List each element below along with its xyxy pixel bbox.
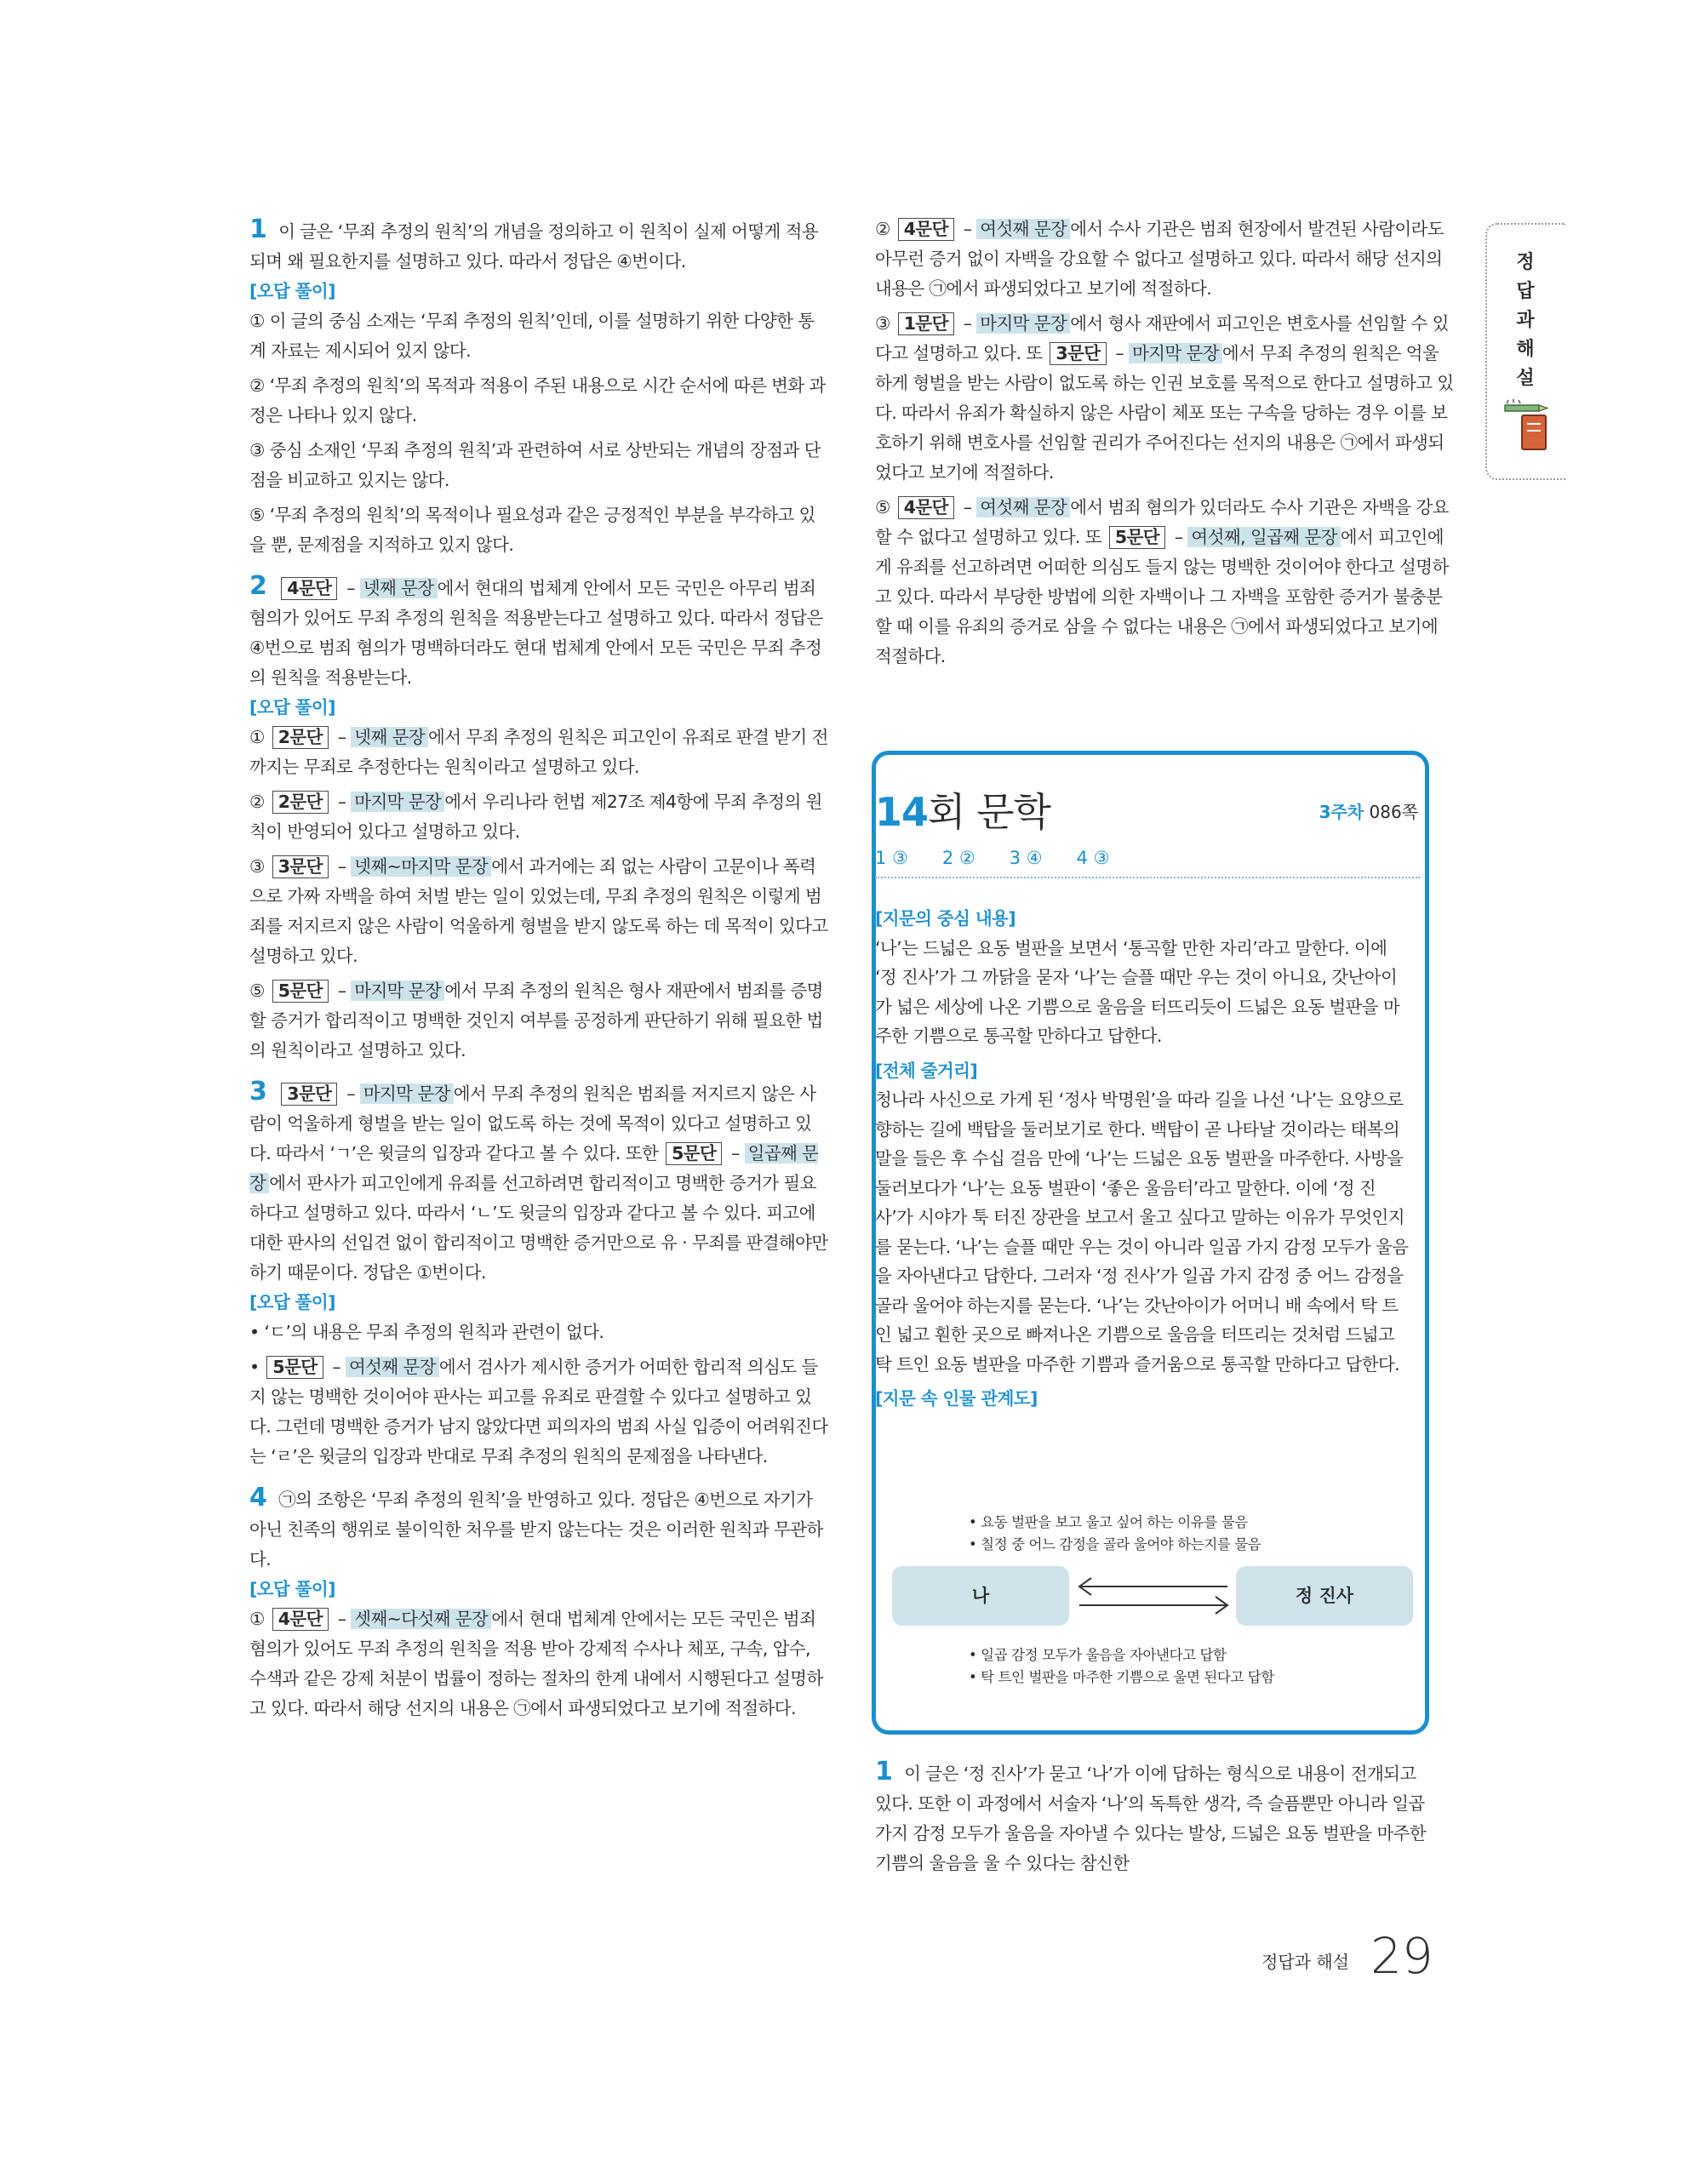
text-run: –: [332, 856, 352, 877]
text-run: 이 글은 ‘무죄 추정의 원칙’의 개념을 정의하고 이 원칙이 실제 어떻게 적용되며 왜 필요한지를 설명하고 있다. 따라서 정답은 ④번이다.: [249, 221, 819, 272]
lesson-subject: 회 문학: [928, 789, 1050, 835]
text-run: ⑤: [875, 497, 895, 517]
sentence-highlight: 일곱째 문장: [249, 1143, 819, 1193]
text-run: 에서 무죄 추정의 원칙은 범죄를 저지르지 않은 사람이 억울하게 형벌을 받는 일이 없도록 하는 것에 목적이 있다고 설명하고 있다. 따라서 ‘ㄱ’은 윗글의 입장과 같다고 볼 수 있다. 또한: [249, 1083, 816, 1163]
text-run: ②: [249, 792, 270, 812]
sentence-highlight: 여섯째 문장: [346, 1357, 439, 1377]
text-run: –: [958, 497, 977, 517]
text-run: 에서 우리나라 헌법 제27조 제4항에 무죄 추정의 원칙이 반영되어 있다고 설명하고 있다.: [249, 792, 822, 842]
section-heading: [오답 풀이]: [249, 1292, 335, 1312]
character-node-na: 나: [892, 1566, 1069, 1626]
question-number: 2: [249, 571, 267, 601]
text-run: 에서 무죄 추정의 원칙은 형사 재판에서 범죄를 증명할 증거가 합리적이고 명백한 것인지 여부를 공정하게 판단하기 위해 필요한 법의 원칙이라고 설명하고 있다.: [249, 981, 823, 1061]
text-run: ㉠의 조항은 ‘무죄 추정의 원칙’을 반영하고 있다. 정답은 ④번으로 자기가 아닌 친족의 행위로 불이익한 처우를 받지 않는다는 것은 이러한 원칙과 무관하다.: [249, 1489, 823, 1569]
section-heading: [전체 줄거리]: [875, 1060, 978, 1081]
section-heading: [오답 풀이]: [249, 281, 335, 301]
text-run: 에서 검사가 제시한 증거가 어떠한 합리적 의심도 들지 않는 명백한 것이어야 판사는 피고를 유죄로 판결할 수 있다고 설명하고 있다. 그런데 명백한 증거가 남지 않았다면 피의자의 범죄 사실 입증이 어려워진다는 ‘ㄹ’은 윗글의 입장과 반대로 무죄 추정의 원칙의 문제점을 나타낸다.: [249, 1357, 828, 1466]
paragraph: [249, 436, 828, 495]
text-run: ③: [249, 856, 270, 877]
paragraph: [249, 500, 828, 560]
paragraph-tag: 2문단: [272, 726, 329, 749]
paragraph-tag: 5문단: [1109, 526, 1165, 549]
text-run: –: [341, 578, 360, 598]
text-run: 에서 수사 기관은 범죄 현장에서 발견된 사람이라도 아무런 증거 없이 자백을 강요할 수 없다고 설명하고 있다. 따라서 해당 선지의 내용은 ㉠에서 파생되었다고 보기에 적절하다.: [875, 219, 1444, 299]
paragraph: [249, 852, 828, 971]
text-run: ③: [875, 313, 895, 334]
paragraph: [249, 723, 828, 782]
text-run: ⑤: [249, 981, 270, 1001]
lesson-body: [875, 904, 1411, 1414]
relation-note: • 일곱 감정 모두가 울음을 자아낸다고 답함: [969, 1647, 1227, 1663]
text-run: 에서 현대의 법체계 안에서 모든 국민은 아무리 범죄 혐의가 있어도 무죄 추정의 원칙을 적용받는다고 설명하고 있다. 따라서 정답은 ④번으로 범죄 혐의가 명백하더라도 현대 법체계 안에서 모든 국민은 무죄 추정의 원칙을 적용받는다.: [249, 578, 823, 688]
relation-question-notes: [969, 1512, 1261, 1556]
answer-item: 4 ③: [1076, 848, 1110, 868]
paragraph: [249, 371, 828, 431]
sentence-highlight: 여섯째, 일곱째 문장: [1187, 527, 1340, 547]
relation-answer-notes: [969, 1644, 1274, 1689]
question-explanation: [249, 214, 828, 277]
paragraph: [249, 1604, 828, 1724]
text-run: •: [249, 1357, 265, 1377]
answer-item: 2 ②: [941, 848, 975, 868]
section-heading: [지문의 중심 내용]: [875, 908, 1016, 929]
paragraph-tag: 3문단: [281, 1083, 337, 1106]
paragraph-tag: 2문단: [272, 791, 329, 814]
paragraph-tag: 4문단: [898, 496, 954, 519]
paragraph-tag: 3문단: [1050, 342, 1106, 365]
lesson-title: [875, 781, 1050, 838]
paragraph: [249, 1352, 828, 1472]
paragraph-tag: 4문단: [281, 577, 337, 600]
summary-text: ‘나’는 드넓은 요동 벌판을 보면서 ‘통곡할 만한 자리’라고 말한다. 이에 ‘정 진사’가 그 까닭을 묻자 ‘나’는 슬플 때만 우는 것이 아니요, 갓난아이가 넓은 세상에 나온 기쁨으로 울음을 터뜨리듯이 드넓은 요동 벌판을 마주한 기쁨으로 통곡할 만하다고 답한다.: [875, 937, 1400, 1046]
sentence-highlight: 마지막 문장: [360, 1083, 454, 1104]
paragraph: [249, 1318, 828, 1347]
answer-item: 3 ④: [1009, 848, 1043, 868]
text-run: 에서 피고인에게 유죄를 선고하려면 어떠한 의심도 들지 않는 명백한 것이어야 한다고 설명하고 있다. 따라서 부당한 방법에 의한 자백이나 그 자백을 포함한 증거가 불충분할 때 이를 유죄의 증거로 삼을 수 없다는 내용은 ㉠에서 파생되었다고 보기에 적절하다.: [875, 527, 1449, 666]
text-run: –: [958, 313, 977, 334]
question-number: 4: [249, 1483, 267, 1512]
relation-note: • 요동 벌판을 보고 울고 싶어 하는 이유를 물음: [969, 1514, 1248, 1530]
section-heading: [오답 풀이]: [249, 1579, 335, 1599]
text-run: ①: [249, 1609, 270, 1629]
paragraph-tag: 5문단: [666, 1142, 722, 1165]
dotted-divider: [875, 877, 1420, 878]
week-label: 3주차: [1319, 802, 1364, 822]
answer-key: [875, 848, 1144, 868]
paragraph: [875, 309, 1454, 488]
text-run: –: [327, 1357, 346, 1377]
sentence-highlight: 마지막 문장: [351, 792, 444, 812]
paragraph: [249, 306, 828, 366]
question-number: 1: [249, 214, 267, 244]
text-run: 에서 무죄 추정의 원칙은 억울하게 형벌을 받는 사람이 없도록 하는 인권 보호를 목적으로 한다고 설명하고 있다. 따라서 유죄가 확실하지 않은 사람이 체포 또는 구속을 당하는 경우 이를 보호하기 위해 변호사를 선임할 권리가 주어진다는 선지의 내용은 ㉠에서 파생되었다고 보기에 적절하다.: [875, 343, 1454, 483]
text-run: –: [726, 1143, 745, 1163]
text-run: ①: [249, 727, 270, 747]
question-explanation: [249, 571, 828, 693]
sentence-highlight: 넷째~마지막 문장: [351, 856, 491, 877]
paragraph-tag: 3문단: [272, 855, 329, 878]
paragraph-tag: 5문단: [272, 980, 329, 1003]
text-run: ③ 중심 소재인 ‘무죄 추정의 원칙’과 관련하여 서로 상반되는 개념의 장점과 단점을 비교하고 있지는 않다.: [249, 440, 821, 490]
text-run: –: [1169, 527, 1188, 547]
paragraph-tag: 1문단: [898, 312, 954, 335]
paragraph-tag: 4문단: [272, 1608, 329, 1631]
text-run: 에서 무죄 추정의 원칙은 피고인이 유죄로 판결 받기 전까지는 무죄로 추정한다는 원칙이라고 설명하고 있다.: [249, 727, 828, 777]
text-run: –: [341, 1083, 360, 1104]
answer-item: 1 ③: [875, 848, 908, 868]
text-run: –: [332, 727, 352, 747]
lesson-page-ref: [1319, 798, 1418, 823]
paragraph: [875, 493, 1454, 672]
sentence-highlight: 넷째 문장: [351, 727, 428, 747]
page-number: 29: [1370, 1927, 1433, 1985]
text-run: –: [332, 981, 352, 1001]
text-run: ②: [875, 219, 895, 239]
text-run: –: [958, 219, 977, 239]
question-number: 1: [875, 1757, 893, 1787]
text-run: ② ‘무죄 추정의 원칙’의 목적과 적용이 주된 내용으로 시간 순서에 따른 변화 과정은 나타나 있지 않다.: [249, 375, 826, 426]
paragraph: [249, 787, 828, 847]
character-node-jeong: 정 진사: [1236, 1566, 1413, 1626]
answer-text: 이 글은 ‘정 진사’가 묻고 ‘나’가 이에 답하는 형식으로 내용이 전개되고 있다. 또한 이 과정에서 서술자 ‘나’의 독특한 생각, 즉 슬픔뿐만 아니라 일곱 가지 감정 모두가 울음을 자아낼 수 있다는 발상, 드넓은 요동 벌판을 마주한 기쁨의 울음을 울 수 있다는 참신한: [875, 1764, 1427, 1873]
sentence-highlight: 마지막 문장: [976, 313, 1070, 334]
text-run: –: [332, 792, 352, 812]
sentence-highlight: 셋째~다섯째 문장: [351, 1609, 491, 1629]
plot-text: 청나라 사신으로 가게 된 ‘정사 박명원’을 따라 길을 나선 ‘나’는 요양으로 향하는 길에 백탑을 둘러보기로 한다. 백탑이 곧 나타날 것이라는 태복의 말을 들은 후 수십 걸음 만에 ‘나’는 드넓은 요동 벌판을 마주한다. 사방을 둘러보다가 ‘나’는 요동 벌판이 ‘좋은 울음터’라고 말한다. 이에 ‘정 진사’가 시야가 툭 터진 장관을 보고서 울고 싶다고 말하는 이유가 무엇인지를 묻는다. ‘나’는 슬플 때만 우는 것이 아니라 일곱 가지 감정 모두가 울음을 자아낸다고 답한다. 그러자 ‘정 진사’가 일곱 가지 감정 중 어느 감정을 골라 울어야 하는지를 묻는다. ‘나’는 갓난아이가 어머니 배 속에서 탁 트인 넓고 훤한 곳으로 빠져나온 기쁨으로 울음을 터뜨리는 것처럼 드넓고 탁 트인 요동 벌판을 마주한 기쁨과 즐거움으로 통곡할 만하다고 답한다.: [875, 1089, 1409, 1375]
page-ref: 086쪽: [1369, 802, 1418, 822]
question-explanation: [249, 1077, 828, 1288]
left-column: [249, 214, 828, 1724]
relation-arrows-icon: [1074, 1575, 1233, 1617]
paragraph: [875, 214, 1454, 304]
text-run: –: [1110, 343, 1129, 363]
question-number: 3: [249, 1077, 267, 1106]
footer-label: 정답과 해설: [1262, 1952, 1349, 1972]
text-run: 에서 과거에는 죄 없는 사람이 고문이나 폭력으로 가짜 자백을 하여 처벌 받는 일이 있었는데, 무죄 추정의 원칙은 이렇게 범죄를 저지르지 않은 사람이 억울하게 형벌을 받지 않도록 하는 데 목적이 있다고 설명하고 있다.: [249, 856, 828, 966]
right-column: [875, 214, 1454, 672]
section-heading: [오답 풀이]: [249, 697, 335, 718]
relation-note: • 칠정 중 어느 감정을 골라 울어야 하는지를 물음: [969, 1536, 1262, 1552]
text-run: 에서 형사 재판에서 피고인은 변호사를 선임할 수 있다고 설명하고 있다. 또: [875, 313, 1449, 363]
sentence-highlight: 여섯째 문장: [976, 219, 1070, 239]
question-explanation: [249, 1483, 828, 1575]
text-run: 에서 범죄 혐의가 있더라도 수사 기관은 자백을 강요할 수 없다고 설명하고 있다. 또: [875, 497, 1449, 547]
text-run: 에서 판사가 피고인에게 유죄를 선고하려면 합리적이고 명백한 증거가 필요하다고 설명하고 있다. 따라서 ‘ㄴ’도 윗글의 입장과 같다고 볼 수 있다. 피고에 대한 판사의 선입견 없이 합리적이고 명백한 증거만으로 유 · 무죄를 판결해야만 하기 때문이다. 정답은 ①번이다.: [249, 1173, 828, 1283]
relation-note: • 탁 트인 벌판을 마주한 기쁨으로 울면 된다고 답함: [969, 1669, 1274, 1685]
sentence-highlight: 마지막 문장: [351, 981, 444, 1001]
lesson-answer-1: [875, 1757, 1437, 1878]
text-run: • ‘ㄷ’의 내용은 무죄 추정의 원칙과 관련이 없다.: [249, 1322, 604, 1342]
section-heading: [지문 속 인물 관계도]: [875, 1388, 1038, 1409]
book-pencil-icon: [1502, 398, 1553, 456]
sentence-highlight: 넷째 문장: [360, 578, 438, 598]
text-run: –: [332, 1609, 352, 1629]
text-run: ⑤ ‘무죄 추정의 원칙’의 목적이나 필요성과 같은 긍정적인 부분을 부각하고 있을 뿐, 문제점을 지적하고 있지 않다.: [249, 505, 815, 555]
sentence-highlight: 여섯째 문장: [976, 497, 1070, 517]
paragraph: [249, 976, 828, 1066]
text-run: ① 이 글의 중심 소재는 ‘무죄 추정의 원칙’인데, 이를 설명하기 위한 다양한 통계 자료는 제시되어 있지 않다.: [249, 311, 815, 361]
paragraph-tag: 5문단: [266, 1356, 323, 1379]
side-tab-label: 정 답 과 해 설: [1516, 252, 1535, 389]
paragraph-tag: 4문단: [898, 218, 954, 241]
lesson-number: 14: [875, 789, 929, 835]
text-run: 에서 현대 법체계 안에서는 모든 국민은 범죄 혐의가 있어도 무죄 추정의 원칙을 적용 받아 강제적 수사나 체포, 구속, 압수, 수색과 같은 강제 처분이 법률이 정하는 절차의 한계 내에서 시행된다고 설명하고 있다. 따라서 해당 선지의 내용은 ㉠에서 파생되었다고 보기에 적절하다.: [249, 1609, 823, 1718]
sentence-highlight: 마지막 문장: [1129, 343, 1222, 363]
